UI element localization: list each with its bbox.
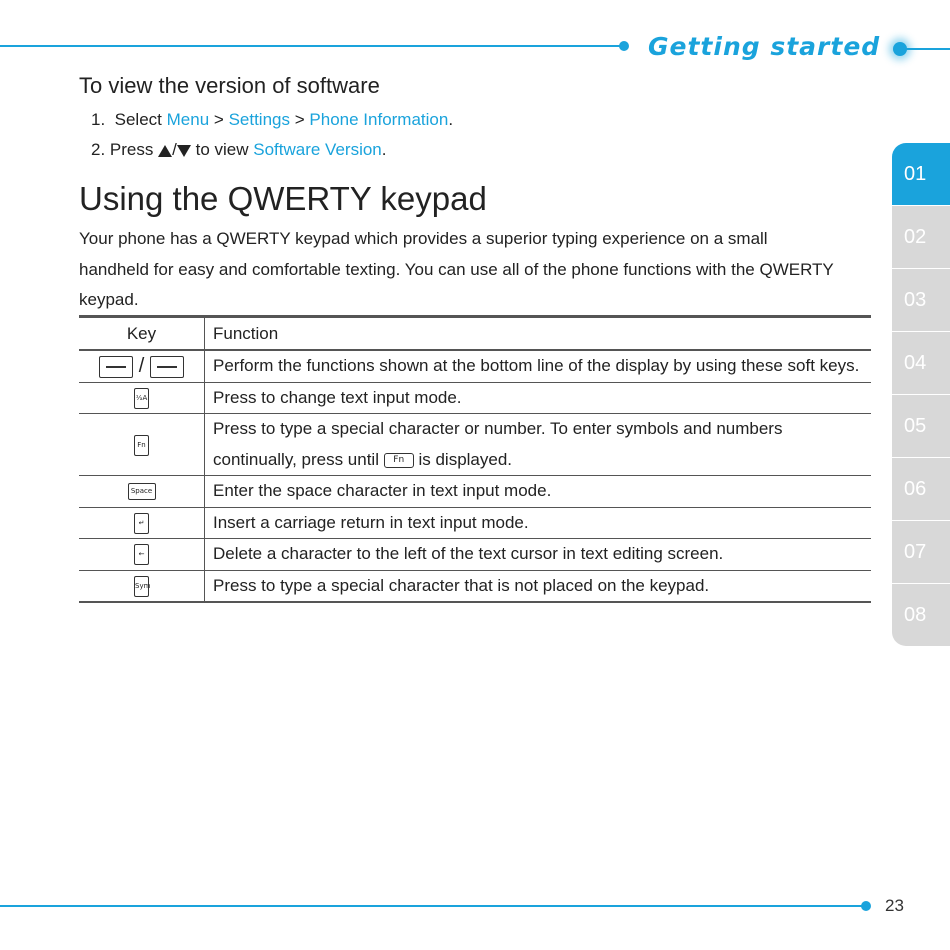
key-function-table [79, 315, 871, 603]
tab-07[interactable]: 07 [892, 521, 950, 583]
intro-paragraph: Your phone has a QWERTY keypad which provides a superior typing experience on a small handheld for easy and comfortable texting. You can use all of the phone functions with the QWERTY keypad. [79, 229, 834, 309]
down-arrow-icon [177, 145, 191, 157]
table-row [79, 476, 871, 508]
tab-05[interactable]: 05 [892, 395, 950, 457]
footer-rule [0, 905, 866, 907]
tab-04[interactable]: 04 [892, 332, 950, 394]
table-row [79, 350, 871, 382]
tab-06[interactable]: 06 [892, 458, 950, 520]
key-cell [79, 507, 205, 539]
enter-key-icon: ↵ [134, 513, 149, 534]
software-heading: To view the version of software [79, 73, 380, 98]
key-cell [79, 539, 205, 571]
key-cell [79, 570, 205, 602]
settings-link: Settings [228, 110, 290, 129]
text-mode-key-icon: ¹⁄ₐA [134, 388, 149, 409]
step-number: 1. [91, 110, 106, 129]
page-number: 23 [885, 896, 904, 915]
step-text: to view [195, 140, 249, 159]
software-version-link: Software Version [253, 140, 382, 159]
step-number: 2. [91, 140, 106, 159]
tab-08[interactable]: 08 [892, 584, 950, 646]
function-column-header: Function [205, 317, 872, 351]
footer-rule-dot [861, 901, 871, 911]
slash: / [138, 355, 145, 378]
function-cell: Press to change text input mode. [205, 382, 872, 414]
function-text: is displayed. [418, 449, 513, 469]
function-cell: Press to type a special character that is not placed on the keypad. [205, 570, 872, 602]
menu-link: Menu [166, 110, 210, 129]
left-soft-key-icon [99, 356, 133, 378]
function-cell [205, 414, 872, 476]
table-row [79, 539, 871, 571]
path-separator: > [213, 110, 224, 129]
path-separator: > [294, 110, 305, 129]
section-title: Getting started [648, 32, 881, 61]
fn-lock-indicator-icon: Fn [384, 453, 414, 468]
function-text: Press to type a special character or number. To enter symbols and numbers continually, press until [213, 419, 783, 469]
sym-key-icon: Sym [134, 576, 149, 597]
right-soft-key-icon [150, 356, 184, 378]
page-title: Using the QWERTY keypad [79, 180, 487, 217]
step-1 [91, 110, 453, 130]
step-end: . [381, 140, 387, 159]
function-cell: Delete a character to the left of the text cursor in text editing screen. [205, 539, 872, 571]
chapter-tabs [892, 143, 950, 647]
up-arrow-icon [158, 145, 172, 157]
key-cell [79, 414, 205, 476]
key-cell [79, 382, 205, 414]
header-rule-dot [619, 41, 629, 51]
step-text: Select [114, 110, 162, 129]
space-key-icon: Space [128, 483, 156, 500]
table-row [79, 570, 871, 602]
header-rule [0, 45, 622, 47]
delete-key-icon: ← [134, 544, 149, 565]
phone-information-link: Phone Information [309, 110, 449, 129]
header-tail-rule [900, 48, 950, 50]
tab-03[interactable]: 03 [892, 269, 950, 331]
function-cell: Insert a carriage return in text input mode. [205, 507, 872, 539]
table-row [79, 507, 871, 539]
table-row [79, 382, 871, 414]
function-cell: Perform the functions shown at the bottom line of the display by using these soft keys. [205, 350, 872, 382]
table-row [79, 414, 871, 476]
table-header-row [79, 317, 871, 351]
function-cell: Enter the space character in text input mode. [205, 476, 872, 508]
tab-02[interactable]: 02 [892, 206, 950, 268]
key-cell [79, 350, 205, 382]
fn-key-icon: Fn [134, 435, 149, 456]
step-text: Press [109, 140, 154, 159]
step-2 [91, 140, 387, 160]
key-cell [79, 476, 205, 508]
tab-01[interactable]: 01 [892, 143, 950, 205]
key-column-header: Key [79, 317, 205, 351]
slash: / [172, 140, 177, 159]
step-end: . [448, 110, 454, 129]
